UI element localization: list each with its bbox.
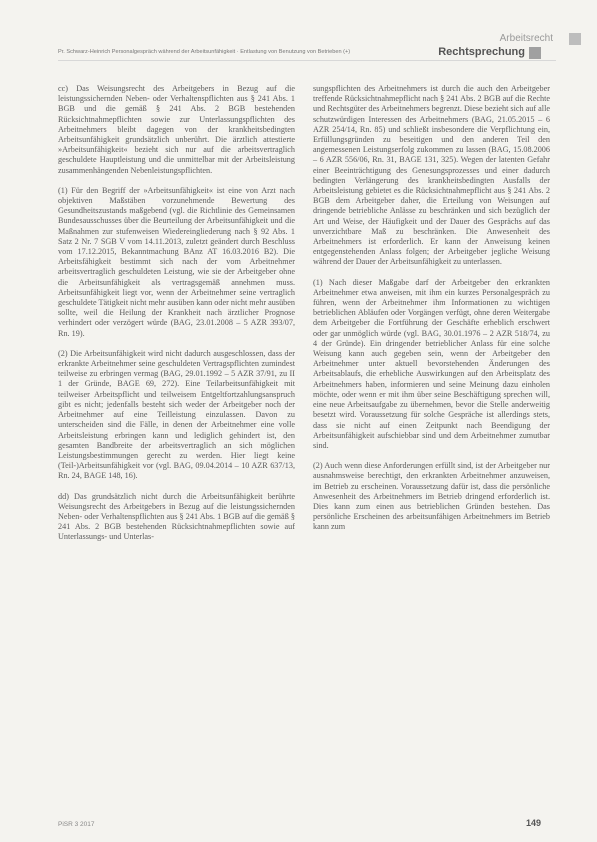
page-header <box>0 0 597 62</box>
section-title: Rechtsprechung <box>438 46 525 58</box>
page-number: 149 <box>525 818 541 828</box>
right-column <box>313 84 550 543</box>
running-header: Pr. Schwarz-Heinrich Personalgespräch während der Arbeitsunfähigkeit · Entlastung von Benutzung von Betrieben (+) <box>58 49 351 55</box>
paragraph: dd) Das grundsätzlich nicht durch die Arbeitsunfähigkeit berührte Weisungsrecht des Arbeitgebers in Bezug auf die leistungssichernden Neben- oder Verhaltenspflichten aus § 241 Abs. 1 BGB auf die gemäß § 241 Abs. 2 BGB bestehenden Rücksichtnahmepflichten sowie auf Unterlassungs- und Unterlas- <box>58 491 295 542</box>
paragraph: cc) Das Weisungsrecht des Arbeitgebers in Bezug auf die leistungssichernden Neben- oder Verhaltenspflichten aus § 241 Abs. 1 BGB und die gemäß § 241 Abs. 2 BGB bestehenden Rücksichtnahmepflichten sowie zur Unterlassungspflichten des Arbeitnehmers bleibt dagegen von der krankheitsbedingten Arbeitsunfähigkeit grundsätzlich unberührt. Die ärztlich attestierte »Arbeitsunfähigkeit« bezieht sich nur auf die arbeitsvertraglich geschuldete Hauptleistung und die unmittelbar mit der Arbeitsleistung zusammenhängenden Nebenleistungspflichten. <box>58 84 295 175</box>
paragraph: sungspflichten des Arbeitnehmers ist durch die auch den Arbeitgeber treffende Rücksichtnahmepflicht nach § 241 Abs. 2 BGB auf die Rechte und Rechtsgüter des Arbeitnehmers begrenzt. Diese bezieht sich auf alle schutzwürdigen Interessen des Arbeitnehmers (BAG, 21.05.2015 – 6 AZR 254/14, Rn. 85) und schließt insbesondere die Verpflichtung ein, Erfüllungsgründen zu beseitigen und den anderen Teil den angemessenen Leistungserfolg zukommen zu lassen (BAG, 15.08.2006 – 6 AZR 556/06, Rn. 31, BAGE 131, 325). Wegen der latenten Gefahr einer Beeinträchtigung des Genesungsprozesses und einer dadurch bedingten Verlängerung des krankheitsbedingten Ausfalls der Arbeitsleistung gebietet es die Rücksichtnahmepflicht aus § 241 Abs. 2 BGB dem Arbeitgeber daher, die Erteilung von Weisungen auf dringende betriebliche Anlässe zu beschränken und sich bezüglich der Art und Weise, der Häufigkeit und der Dauer des Gesprächs auf das unverzichtbare Maß zu beschränken. Die Anwesenheit des Arbeitnehmers ist erforderlich. Er kann der Anweisung keinen entgegenstehenden Anlass folgen; der Arbeitgeber jegliche Weisung während der Dauer der Arbeitsunfähigkeit zu unterlassen. <box>313 84 550 267</box>
paragraph: (1) Nach dieser Maßgabe darf der Arbeitgeber den erkrankten Arbeitnehmer etwa anweisen, mit ihm ein kurzes Personalgespräch zu führen, wenn der Arbeitnehmer ihm Informationen zu wichtigen betrieblichen Abläufen oder Vorgängen verfügt, ohne deren Weitergabe dem Arbeitgeber die Fortführung der Geschäfte erheblich erschwert oder gar unmöglich würde (vgl. BAG, 30.01.1976 – 2 AZR 518/74, zu 4 der Gründe). Ein dringender betrieblicher Anlass für eine solche Weisung kann auch gegeben sein, wenn der Arbeitgeber den Arbeitnehmer unter aktuell bevorstehenden Änderungen des Arbeitsablaufs, die erhebliche Auswirkungen auf den Arbeitsplatz des Arbeitnehmers haben, informieren und seine Meinung dazu einholen möchte, oder wenn er mit ihm über seine Beschäftigung sprechen will, eine neue Arbeitsaufgabe zu übernehmen, bevor die Stelle anderweitig besetzt wird. Voraussetzung für solche Gespräche ist allerdings stets, dass sie nicht auf einen Zeitpunkt nach Beendigung der Arbeitsunfähigkeit aufschiebbar sind und dem Arbeitnehmer zumutbar sind. <box>313 277 550 450</box>
paragraph: (2) Auch wenn diese Anforderungen erfüllt sind, ist der Arbeitgeber nur ausnahmsweise berechtigt, den erkrankten Arbeitnehmer anzuweisen, im Betrieb zu erscheinen. Voraussetzung dafür ist, dass die persönliche Anwesenheit des Arbeitnehmers im Betrieb dringend erforderlich ist. Dies kann zum einen aus betrieblichen Gründen bestehen. Das persönliche Erscheinen des arbeitsunfähigen Arbeitnehmers im Betrieb kann zum <box>313 461 550 532</box>
paragraph: (2) Die Arbeitsunfähigkeit wird nicht dadurch ausgeschlossen, dass der erkrankte Arbeitnehmer seine geschuldeten Vertragspflichten zumindest teilweise zu erbringen vermag (BAG, 29.01.1992 – 5 AZR 37/91, zu II 1 der Gründe, BAGE 69, 272). Eine Teilarbeitsunfähigkeit mit teilweiser Arbeitspflicht und teilweisem Entgeltfortzahlungsanspruch gibt es nicht; jedenfalls besteht sich weder der Arbeitgeber noch der Arbeitnehmer auf eine Teilleistung einzulassen. Davon zu unterscheiden sind die Fälle, in denen der Arbeitnehmer eine volle Arbeitsleistung erbringen kann und lediglich gehindert ist, den gesamten Bandbreite der arbeitsvertraglich an sich möglichen Leistungsbestimmungen gerecht zu werden. Hier liegt keine (Teil-)Arbeitsunfähigkeit vor (vgl. BAG, 09.04.2014 – 10 AZR 637/13, Rn. 24, BAGE 148, 16). <box>58 348 295 481</box>
section-title-square <box>529 47 541 59</box>
left-column <box>58 84 295 553</box>
paragraph: (1) Für den Begriff der »Arbeitsunfähigkeit« ist eine von Arzt nach objektiven Maßstäben vorzunehmende Bewertung des Gesundheitszustands maßgebend (vgl. die Richtlinie des Gemeinsamen Bundesausschusses über die Beurteilung der Arbeitsunfähigkeit und die Maßnahmen zur stufenweisen Wiedereingliederung nach § 92 Abs. 1 Satz 2 Nr. 7 SGB V vom 14.11.2013, zuletzt geändert durch Beschluss vom 17.12.2015, Bekanntmachung BAnz AT 16.03.2016 B2). Die Arbeitsfähigkeit bestimmt sich nach der vom Arbeitnehmer arbeitsvertraglich geschuldeten Leistung, wie sie der Arbeitgeber ohne die Arbeitsunfähigkeit als vertragsgemäß annehmen muss. Arbeitsunfähigkeit liegt vor, wenn der Arbeitnehmer seine vertraglich geschuldete Tätigkeit nicht mehr ausüben kann oder nicht mehr ausüben sollte, weil die Heilung der Krankheit nach ärztlicher Prognose verhindert oder verzögert würde (BAG, 23.01.2008 – 5 AZR 393/07, Rn. 19). <box>58 185 295 338</box>
section-label: Arbeitsrecht <box>499 33 553 44</box>
section-marker-square <box>569 33 581 45</box>
header-divider <box>58 60 556 61</box>
journal-footer: PiSR 3 2017 <box>58 821 95 828</box>
